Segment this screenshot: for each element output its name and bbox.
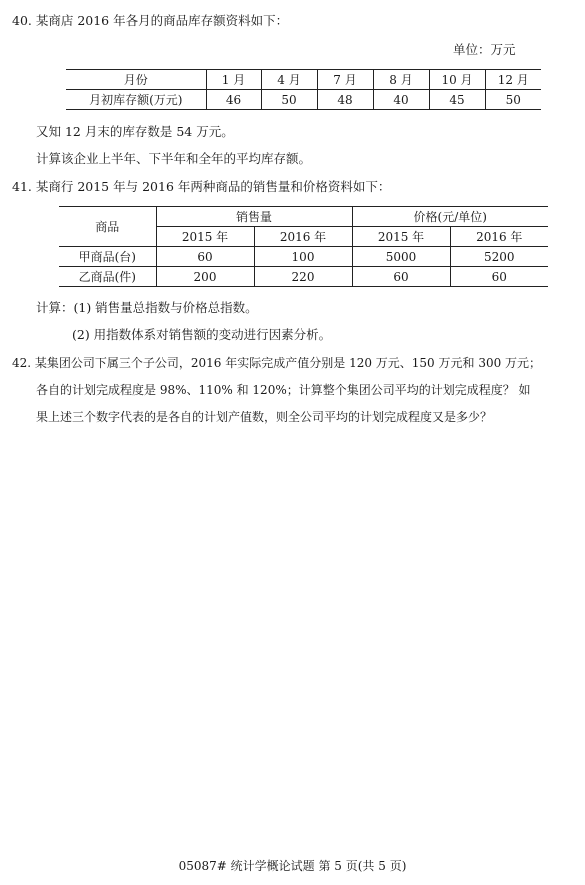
- q41-cell: 甲商品(台): [59, 247, 156, 267]
- q41-cell: 220: [254, 267, 352, 287]
- q41-cell: 200: [156, 267, 254, 287]
- q40-header-cell: 8 月: [373, 70, 429, 90]
- q41-task2: (2) 用指数体系对销售额的变动进行因素分析。: [72, 327, 332, 342]
- q41-year-cell: 2016 年: [254, 227, 352, 247]
- q41-cell: 5000: [352, 247, 450, 267]
- q40-header-cell: 4 月: [261, 70, 317, 90]
- q41-product-header: 商品: [59, 207, 156, 247]
- q40-cell: 50: [485, 90, 541, 110]
- page-footer: 05087# 统计学概论试题 第 5 页(共 5 页): [178, 859, 407, 873]
- q42-line2: 各自的计划完成程度是 98%、110% 和 120%；计算整个集团公司平均的计划完成程度？ 如: [36, 383, 531, 397]
- q41-table-row: [59, 267, 548, 287]
- q40-note2: 计算该企业上半年、下半年和全年的平均库存额。: [36, 151, 312, 166]
- q40-header-cell: 7 月: [317, 70, 373, 90]
- q41-year-cell: 2016 年: [450, 227, 548, 247]
- q41-stem: 41. 某商行 2015 年与 2016 年两种商品的销售量和价格资料如下：: [12, 179, 391, 194]
- q41-task1: 计算：(1) 销售量总指数与价格总指数。: [36, 300, 258, 315]
- q40-header-cell: 12 月: [485, 70, 541, 90]
- q40-cell: 月初库存额(万元): [66, 90, 206, 110]
- q41-price-header: 价格(元/单位): [352, 207, 548, 227]
- q40-cell: 46: [206, 90, 261, 110]
- q40-header-cell: 10 月: [429, 70, 485, 90]
- q40-cell: 40: [373, 90, 429, 110]
- q41-cell: 100: [254, 247, 352, 267]
- q41-qty-header: 销售量: [156, 207, 352, 227]
- q41-cell: 60: [352, 267, 450, 287]
- q41-cell: 60: [450, 267, 548, 287]
- q41-year-cell: 2015 年: [352, 227, 450, 247]
- q42-line3: 果上述三个数字代表的是各自的计划产值数，则全公司平均的计划完成程度又是多少？: [36, 410, 493, 424]
- q41-cell: 乙商品(件): [59, 267, 156, 287]
- q40-cell: 45: [429, 90, 485, 110]
- q40-unit: 单位：万元: [453, 42, 516, 57]
- q41-table: [59, 206, 548, 287]
- q40-table: [66, 69, 541, 110]
- q40-table-header-row: [66, 70, 541, 90]
- q41-year-cell: 2015 年: [156, 227, 254, 247]
- q40-cell: 50: [261, 90, 317, 110]
- q40-cell: 48: [317, 90, 373, 110]
- q41-table-row: [59, 247, 548, 267]
- q40-table-row: [66, 90, 541, 110]
- q42-line1: 42. 某集团公司下属三个子公司，2016 年实际完成产值分别是 120 万元、150 万元和 300 万元；: [12, 356, 542, 370]
- q40-header-cell: 月份: [66, 70, 206, 90]
- q41-cell: 5200: [450, 247, 548, 267]
- q40-note1: 又知 12 月末的库存数是 54 万元。: [36, 124, 234, 139]
- q40-header-cell: 1 月: [206, 70, 261, 90]
- q40-stem: 40. 某商店 2016 年各月的商品库存额资料如下：: [12, 13, 289, 28]
- q41-table-group-row: [59, 207, 548, 227]
- q41-cell: 60: [156, 247, 254, 267]
